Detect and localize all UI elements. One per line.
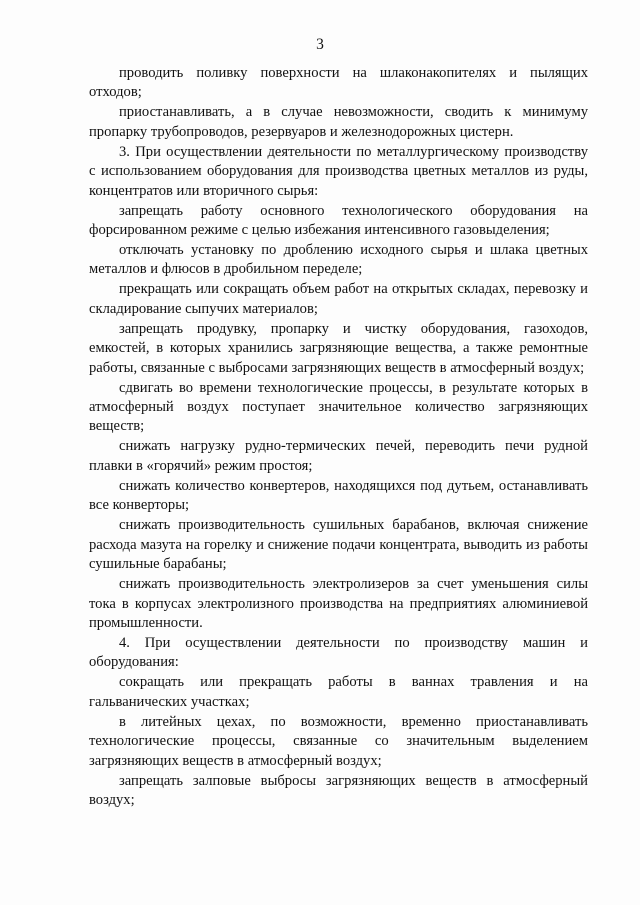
paragraph: снижать количество конвертеров, находящихся под дутьем, останавливать все конверторы; (89, 477, 588, 514)
paragraph: запрещать продувку, пропарку и чистку оборудования, газоходов, емкостей, в которых хранились загрязняющие вещества, а также ремонтные работы, связанные с выбросами загрязняющих веществ в атмосферный воздух; (89, 320, 588, 376)
paragraph: запрещать залповые выбросы загрязняющих веществ в атмосферный воздух; (89, 772, 588, 808)
paragraph: 4. При осуществлении деятельности по производству машин и оборудования: (89, 634, 588, 671)
paragraph: запрещать работу основного технологического оборудования на форсированном режиме с целью избежания интенсивного газовыделения; (89, 202, 588, 239)
paragraph: снижать нагрузку рудно-термических печей, переводить печи рудной плавки в «горячий» режим простоя; (89, 438, 588, 474)
paragraph: сокращать или прекращать работы в ваннах травления и на гальванических участках; (89, 674, 588, 710)
paragraph: снижать производительность сушильных барабанов, включая снижение расхода мазута на горелку и снижение подачи концентрата, выводить из работы сушильные барабаны; (89, 517, 588, 573)
paragraph: снижать производительность электролизеров за счет уменьшения силы тока в корпусах электролизного производства на предприятиях алюминиевой промышленности. (89, 576, 588, 631)
paragraph: прекращать или сокращать объем работ на открытых складах, перевозку и складирование сыпучих материалов; (89, 281, 588, 317)
paragraph: проводить поливку поверхности на шлаконакопителях и пылящих отходов; (89, 65, 588, 101)
paragraph: отключать установку по дроблению исходного сырья и шлака цветных металлов и флюсов в дробильном переделе; (89, 242, 588, 278)
paragraph: приостанавливать, а в случае невозможности, сводить к минимуму пропарку трубопроводов, резервуаров и железнодорожных цистерн. (89, 104, 588, 140)
document-body (89, 64, 588, 811)
paragraph: сдвигать во времени технологические процессы, в результате которых в атмосферный воздух поступает значительное количество загрязняющих веществ; (89, 379, 588, 435)
paragraph: в литейных цехах, по возможности, временно приостанавливать технологические процессы, связанные со значительным выделением загрязняющих веществ в атмосферный воздух; (89, 713, 588, 769)
paragraph: 3. При осуществлении деятельности по металлургическому производству с использованием оборудования для производства цветных металлов из руды, концентратов или вторичного сырья: (89, 143, 588, 199)
page-number: 3 (316, 36, 324, 53)
